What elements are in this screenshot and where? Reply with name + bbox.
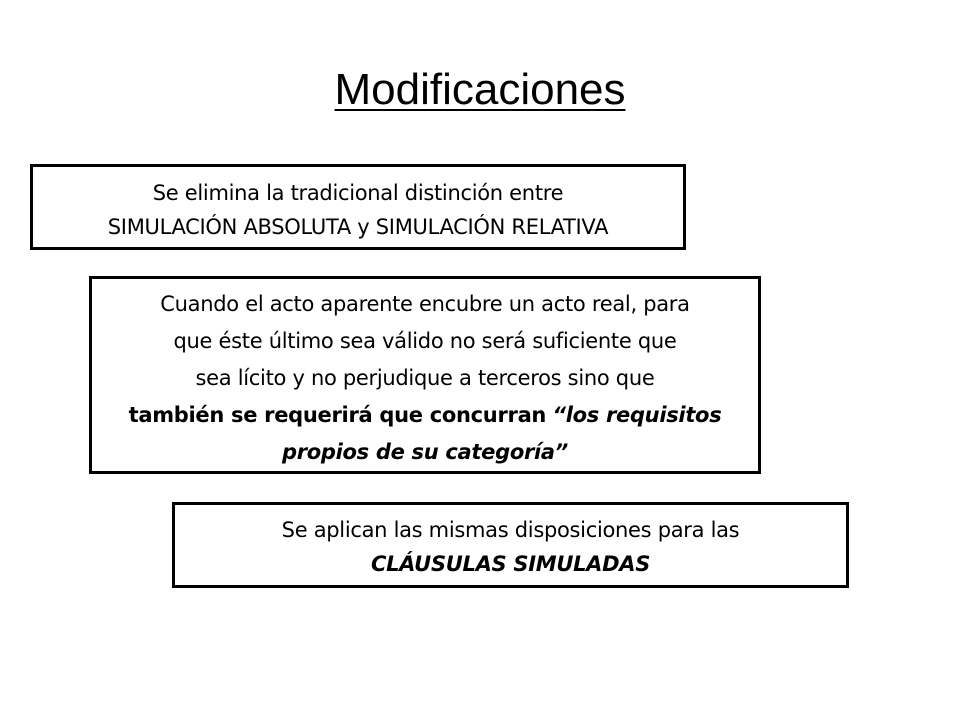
box2-line-2: que éste último sea válido no será suficiente que <box>173 329 677 353</box>
slide-title: Modificaciones <box>334 65 626 114</box>
box1-line-2: SIMULACIÓN ABSOLUTA y SIMULACIÓN RELATIVA <box>107 215 609 239</box>
box2-line-5: propios de su categoría” <box>281 440 569 464</box>
box2-line-4 <box>92 397 758 434</box>
box2-line-3: sea lícito y no perjudique a terceros sino que <box>195 366 655 390</box>
note-box-simulation-distinction <box>30 164 686 250</box>
box2-line-4-bolditalic: “los requisitos <box>552 403 722 427</box>
note-box-simulated-clauses <box>172 502 849 588</box>
box3-line-1: Se aplican las mismas disposiciones para las <box>281 518 740 542</box>
box3-line-2: CLÁUSULAS SIMULADAS <box>370 552 651 576</box>
note-box-apparent-act <box>89 276 761 474</box>
box1-line-1: Se elimina la tradicional distinción entre <box>152 181 564 205</box>
box2-line-4-bold: también se requerirá que concurran <box>128 403 547 427</box>
box2-line-1: Cuando el acto aparente encubre un acto real, para <box>160 292 690 316</box>
